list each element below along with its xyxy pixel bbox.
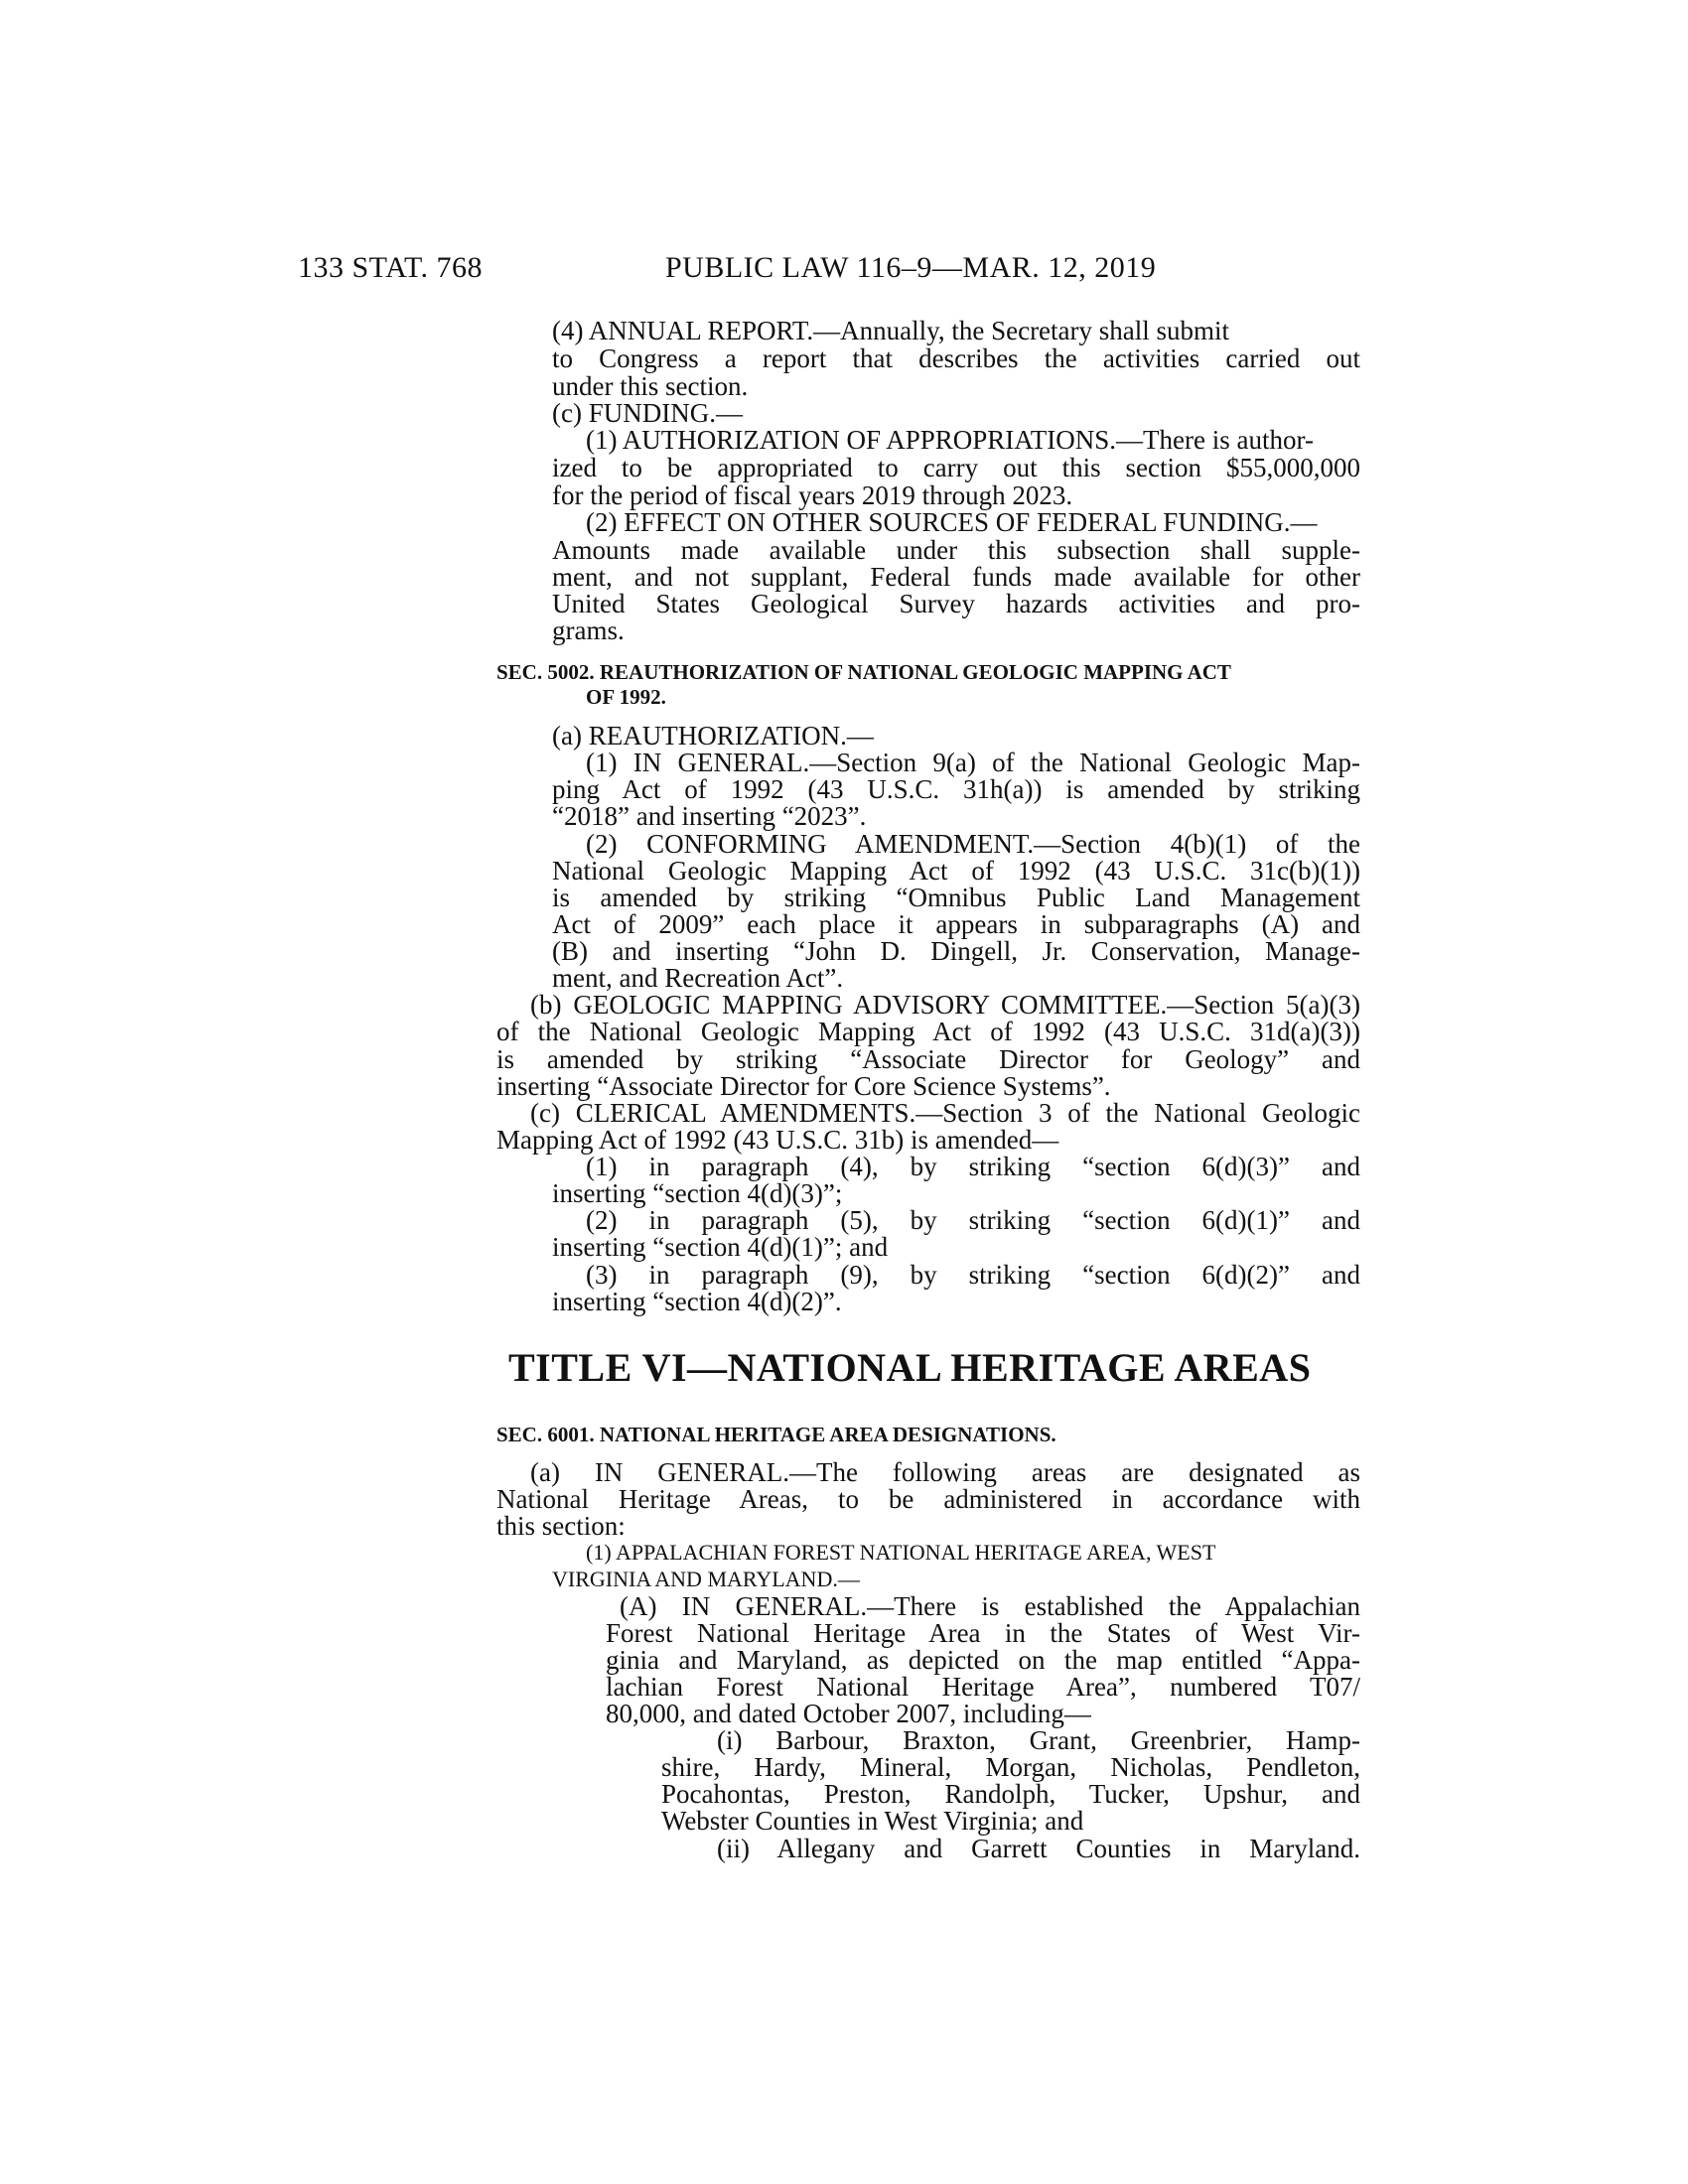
text-line: ment, and not supplant, Federal funds made available for other xyxy=(552,562,1360,592)
text-line: ized to be appropriated to carry out this section $55,000,000 xyxy=(552,453,1360,482)
text-line: (c) CLERICAL AMENDMENTS.—Section 3 of the National Geologic xyxy=(530,1098,1360,1128)
subsection-heading: (c) FUNDING.— xyxy=(552,398,743,428)
text-line: inserting “section 4(d)(3)”; xyxy=(552,1178,843,1208)
text-line: shire, Hardy, Mineral, Morgan, Nicholas, Pendleton, xyxy=(661,1752,1360,1782)
text-line: Mapping Act of 1992 (43 U.S.C. 31b) is amended— xyxy=(496,1125,1059,1155)
text-line: (1) APPALACHIAN FOREST NATIONAL HERITAGE AREA, WEST xyxy=(586,1540,1216,1565)
text-line: for the period of fiscal years 2019 through 2023. xyxy=(552,480,1073,510)
text-line: (ii) Allegany and Garrett Counties in Maryland. xyxy=(717,1834,1360,1863)
text-line: “2018” and inserting “2023”. xyxy=(552,801,867,831)
text-line: (2) CONFORMING AMENDMENT.—Section 4(b)(1) of the xyxy=(586,829,1360,859)
text-line: National Geologic Mapping Act of 1992 (43 U.S.C. 31c(b)(1)) xyxy=(552,856,1360,886)
text-line: inserting “section 4(d)(2)”. xyxy=(552,1287,842,1316)
text-line: (1) IN GENERAL.—Section 9(a) of the National Geologic Map- xyxy=(586,748,1360,777)
text-line: (4) ANNUAL REPORT.—Annually, the Secretary shall submit xyxy=(552,316,1230,345)
text-line: inserting “Associate Director for Core Science Systems”. xyxy=(496,1071,1111,1101)
text-line: lachian Forest National Heritage Area”, numbered T07/ xyxy=(606,1672,1360,1702)
public-law-and-date: PUBLIC LAW 116–9—MAR. 12, 2019 xyxy=(665,251,1157,284)
text-line: ment, and Recreation Act”. xyxy=(552,963,844,993)
text-line: United States Geological Survey hazards activities and pro- xyxy=(552,589,1360,618)
text-line: to Congress a report that describes the activities carried out xyxy=(552,343,1360,373)
text-line: under this section. xyxy=(552,371,749,401)
text-line: ginia and Maryland, as depicted on the map entitled “Appa- xyxy=(606,1645,1360,1675)
text-line: grams. xyxy=(552,615,625,645)
text-line: this section: xyxy=(496,1511,626,1541)
text-line: (1) in paragraph (4), by striking “section 6(d)(3)” and xyxy=(586,1152,1360,1181)
text-line: National Heritage Areas, to be administered in accordance with xyxy=(496,1484,1360,1514)
text-line: (b) GEOLOGIC MAPPING ADVISORY COMMITTEE.—Section 5(a)(3) xyxy=(530,990,1360,1020)
text-line: (B) and inserting “John D. Dingell, Jr. Conservation, Manage- xyxy=(552,936,1360,966)
text-line: of the National Geologic Mapping Act of 1992 (43 U.S.C. 31d(a)(3)) xyxy=(496,1017,1360,1046)
text-line: (2) EFFECT ON OTHER SOURCES OF FEDERAL FUNDING.— xyxy=(586,507,1318,537)
section-heading: SEC. 6001. NATIONAL HERITAGE AREA DESIGNATIONS. xyxy=(496,1423,1056,1446)
text-line: Forest National Heritage Area in the States of West Vir- xyxy=(606,1618,1360,1648)
text-line: Act of 2009” each place it appears in subparagraphs (A) and xyxy=(552,909,1360,939)
subsection-heading: (a) REAUTHORIZATION.— xyxy=(552,721,874,751)
text-line: (A) IN GENERAL.—There is established the Appalachian xyxy=(620,1591,1360,1621)
section-heading-continued: OF 1992. xyxy=(586,685,666,709)
text-line: Amounts made available under this subsection shall supple- xyxy=(552,535,1360,565)
section-heading: SEC. 5002. REAUTHORIZATION OF NATIONAL GEOLOGIC MAPPING ACT xyxy=(496,660,1231,684)
statute-page-reference: 133 STAT. 768 xyxy=(298,251,484,284)
text-line: is amended by striking “Omnibus Public Land Management xyxy=(552,883,1360,912)
text-line: (2) in paragraph (5), by striking “section 6(d)(1)” and xyxy=(586,1205,1360,1235)
text-line: is amended by striking “Associate Director for Geology” and xyxy=(496,1044,1360,1074)
title-heading: TITLE VI—NATIONAL HERITAGE AREAS xyxy=(508,1345,1312,1390)
text-line: (i) Barbour, Braxton, Grant, Greenbrier, Hamp- xyxy=(717,1725,1360,1755)
text-line: Webster Counties in West Virginia; and xyxy=(661,1806,1084,1836)
text-line: ping Act of 1992 (43 U.S.C. 31h(a)) is amended by striking xyxy=(552,774,1360,804)
text-line: (1) AUTHORIZATION OF APPROPRIATIONS.—There is author- xyxy=(586,425,1314,455)
text-line: (3) in paragraph (9), by striking “section 6(d)(2)” and xyxy=(586,1260,1360,1290)
text-line: (a) IN GENERAL.—The following areas are designated as xyxy=(530,1457,1360,1487)
text-line: Pocahontas, Preston, Randolph, Tucker, Upshur, and xyxy=(661,1779,1360,1809)
text-line: inserting “section 4(d)(1)”; and xyxy=(552,1232,889,1262)
text-line: 80,000, and dated October 2007, including— xyxy=(606,1699,1091,1728)
text-line: VIRGINIA AND MARYLAND.— xyxy=(552,1567,860,1591)
